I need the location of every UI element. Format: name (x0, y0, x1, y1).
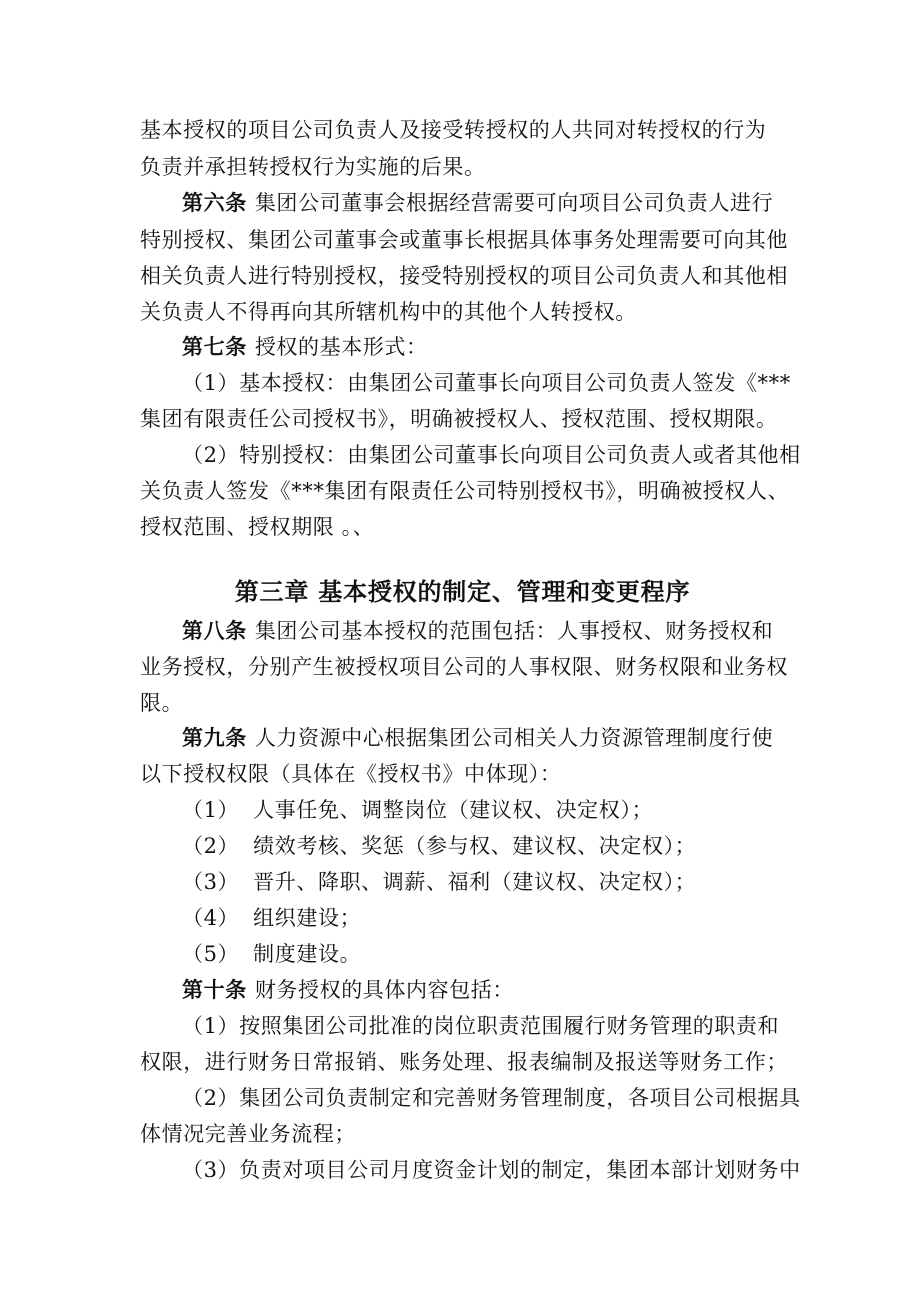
article-7-line (182, 332, 785, 362)
list-item-text: 人事任免、调整岗位（建议权、决定权）； (253, 798, 654, 822)
list-item (182, 831, 785, 861)
article-6-text: 集团公司董事会根据经营需要可向项目公司负责人进行 (254, 191, 774, 215)
list-item (182, 867, 785, 897)
article-7-label: 第七条 (182, 334, 247, 359)
article-9-text: 人力资源中心根据集团公司相关人力资源管理制度行使 (254, 726, 774, 750)
article-10-line (182, 975, 785, 1005)
article-9-label: 第九条 (182, 725, 247, 750)
list-item-number: （4） (182, 906, 240, 930)
paragraph-line: 关负责人不得再向其所辖机构中的其他个人转授权。 (140, 300, 637, 324)
paragraph-line: 业务授权，分别产生被授权项目公司的人事权限、财务权限和业务权 (140, 655, 788, 679)
paragraph-line: 体情况完善业务流程； (140, 1122, 356, 1146)
paragraph-line: 特别授权、集团公司董事会或董事长根据具体事务处理需要可向其他 (140, 228, 788, 252)
list-item-number: （3） (182, 870, 240, 894)
list-item-line: （2）特别授权：由集团公司董事长向项目公司负责人或者其他相 (182, 443, 801, 467)
article-10-label: 第十条 (182, 977, 247, 1002)
list-item-number: （2） (182, 834, 240, 858)
paragraph-line: 权限，进行财务日常报销、账务处理、报表编制及报送等财务工作； (140, 1050, 788, 1074)
paragraph-line: 以下授权权限（具体在《授权书》中体现）： (140, 762, 562, 786)
list-item (182, 795, 785, 825)
list-item-line: （1）基本授权：由集团公司董事长向项目公司负责人签发《*** (182, 371, 791, 395)
paragraph-line: 负责并承担转授权行为实施的后果。 (140, 155, 486, 179)
list-item-text: 制度建设。 (253, 942, 362, 966)
list-item-line: （1）按照集团公司批准的岗位职责范围履行财务管理的职责和 (182, 1014, 780, 1038)
list-item-number: （5） (182, 942, 240, 966)
paragraph-line: 限。 (140, 691, 184, 715)
article-10-text: 财务授权的具体内容包括： (254, 978, 515, 1002)
paragraph-line: 关负责人签发《***集团有限责任公司特别授权书》，明确被授权人、 (140, 479, 790, 503)
list-item-text: 绩效考核、奖惩（参与权、建议权、决定权）； (253, 834, 697, 858)
paragraph-line: 基本授权的项目公司负责人及接受转授权的人共同对转授权的行为 (140, 118, 767, 142)
article-6-label: 第六条 (182, 190, 247, 215)
list-item-text: 晋升、降职、调薪、福利（建议权、决定权）； (253, 870, 697, 894)
list-item (182, 939, 785, 969)
list-item (182, 903, 785, 933)
list-item-number: （1） (182, 798, 240, 822)
chapter-heading: 第三章 基本授权的制定、管理和变更程序 (234, 577, 691, 606)
article-9-line (182, 723, 785, 753)
paragraph-line: 相关负责人进行特别授权，接受特别授权的项目公司负责人和其他相 (140, 264, 788, 288)
list-item-text: 组织建设； (253, 906, 362, 930)
paragraph-line: 授权范围、授权期限 。、 (140, 515, 375, 539)
article-6-line (182, 188, 785, 218)
paragraph-line: 集团有限责任公司授权书》，明确被授权人、授权范围、授权期限。 (140, 407, 778, 431)
list-item-line: （2）集团公司负责制定和完善财务管理制度，各项目公司根据具 (182, 1086, 801, 1110)
article-8-label: 第八条 (182, 618, 247, 643)
article-8-line (182, 616, 785, 646)
article-7-text: 授权的基本形式： (254, 335, 428, 359)
article-8-text: 集团公司基本授权的范围包括：人事授权、财务授权和 (254, 619, 774, 643)
list-item-line: （3）负责对项目公司月度资金计划的制定，集团本部计划财务中 (182, 1158, 801, 1182)
